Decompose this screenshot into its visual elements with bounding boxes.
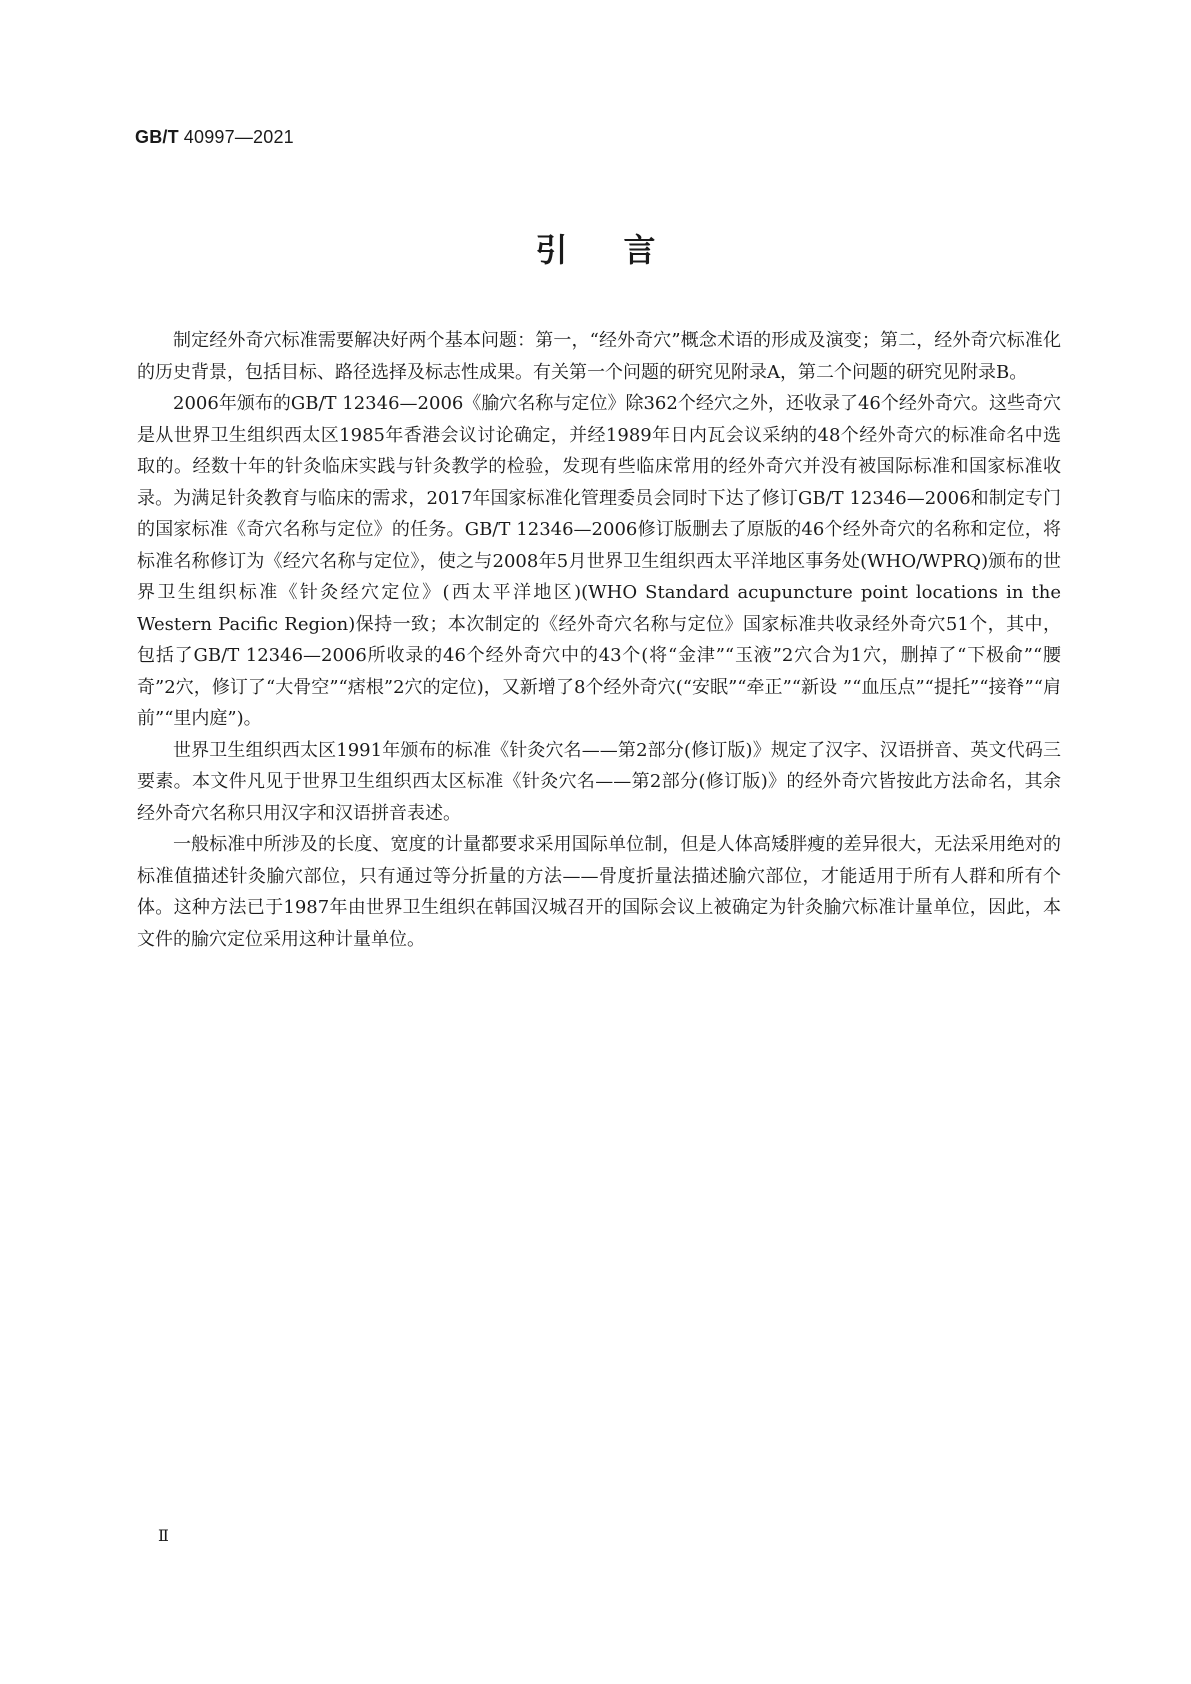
section-title: 引言 [535, 231, 712, 269]
paragraph-1: 制定经外奇穴标准需要解决好两个基本问题：第一，“经外奇穴”概念术语的形成及演变；第二，经外奇穴标准化的历史背景，包括目标、路径选择及标志性成果。有关第一个问题的研究见附录A，第二个问题的研究见附录B。 [137, 330, 1061, 383]
paragraph-4: 一般标准中所涉及的长度、宽度的计量都要求采用国际单位制，但是人体高矮胖瘦的差异很大，无法采用绝对的标准值描述针灸腧穴部位，只有通过等分折量的方法——骨度折量法描述腧穴部位，才能适用于所有人群和所有个体。这种方法已于1987年由世界卫生组织在韩国汉城召开的国际会议上被确定为针灸腧穴标准计量单位，因此，本文件的腧穴定位采用这种计量单位。 [137, 834, 1061, 950]
standard-code-prefix: GB/T [135, 127, 179, 147]
standard-code [135, 127, 294, 148]
introduction-body [137, 325, 1061, 955]
paragraph-2: 2006年颁布的GB/T 12346—2006《腧穴名称与定位》除362个经穴之外，还收录了46个经外奇穴。这些奇穴是从世界卫生组织西太区1985年香港会议讨论确定，并经1989年日内瓦会议采纳的48个经外奇穴的标准命名中选取的。经数十年的针灸临床实践与针灸教学的检验，发现有些临床常用的经外奇穴并没有被国际标准和国家标准收录。为满足针灸教育与临床的需求，2017年国家标准化管理委员会同时下达了修订GB/T 12346—2006和制定专门的国家标准《奇穴名称与定位》的任务。GB/T 12346—2006修订版删去了原版的46个经外奇穴的名称和定位，将标准名称修订为《经穴名称与定位》，使之与2008年5月世界卫生组织西太平洋地区事务处(WHO/WPRQ)颁布的世界卫生组织标准《针灸经穴定位》(西太平洋地区)(WHO Standard acupuncture point locations in the Western Pacific Region)保持一致；本次制定的《经外奇穴名称与定位》国家标准共收录经外奇穴51个，其中，包括了GB/T 12346—2006所收录的46个经外奇穴中的43个(将“金津”“玉液”2穴合为1穴，删掉了“下极俞”“腰奇”2穴，修订了“大骨空”“痞根”2穴的定位)，又新增了8个经外奇穴(“安眠”“牵正”“新设 ”“血压点”“提托”“接脊”“肩前”“里内庭”)。 [137, 393, 1061, 729]
standard-code-number: 40997—2021 [183, 127, 294, 147]
page-number: Ⅱ [158, 1526, 169, 1545]
paragraph-3: 世界卫生组织西太区1991年颁布的标准《针灸穴名——第2部分(修订版)》规定了汉字、汉语拼音、英文代码三要素。本文件凡见于世界卫生组织西太区标准《针灸穴名——第2部分(修订版)》的经外奇穴皆按此方法命名，其余经外奇穴名称只用汉字和汉语拼音表述。 [137, 739, 1061, 824]
